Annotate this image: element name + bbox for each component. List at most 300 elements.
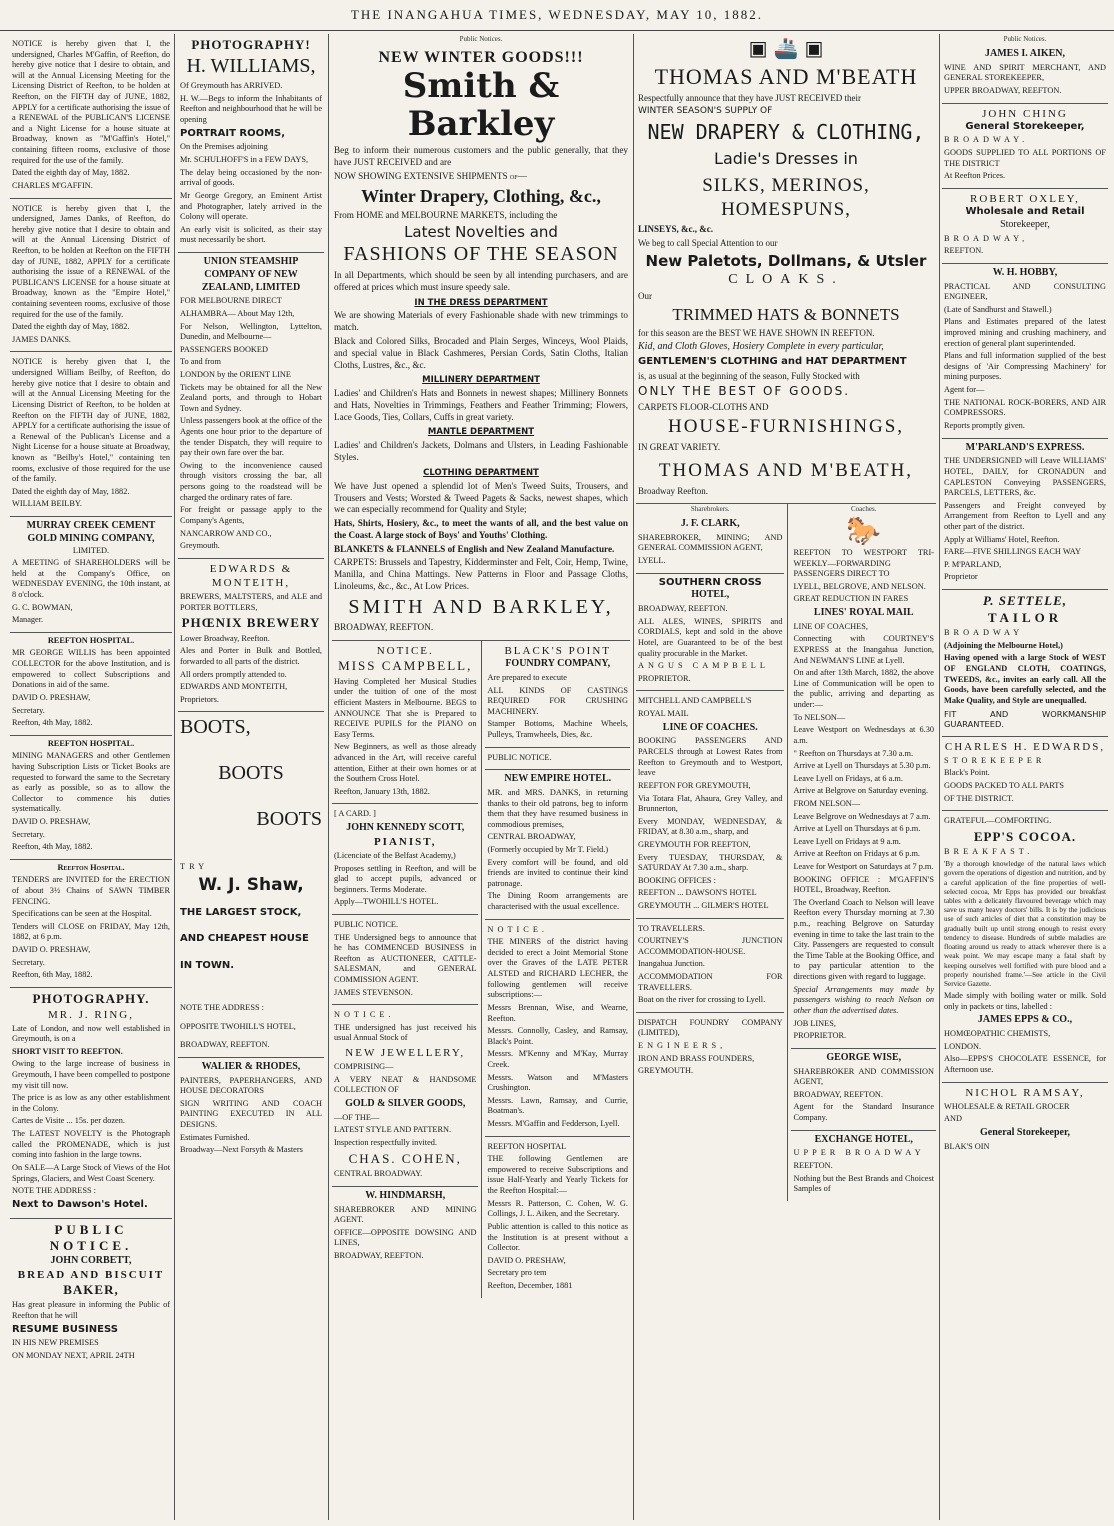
notice-text: Specifications can be seen at the Hospital.	[12, 909, 152, 919]
ad-text: AND	[944, 1114, 962, 1124]
brewery-name: PHŒNIX BREWERY	[181, 615, 321, 631]
ad-text: Apply at Williams' Hotel, Reefton.	[944, 534, 1060, 544]
address: BROADWAY, REEFTON.	[334, 1251, 424, 1261]
ad-text: The Overland Coach to Nelson will leave Reefton every Thursday morning at 7.30 p.m., reaching Belgrove on Saturday evening in time to take the last train to the City. Passengers are requested to consult the Time Table at the Booking Office, and to pay particular attention to the directions given with regard to luggage.	[793, 897, 934, 982]
photography-ring-ad	[10, 988, 172, 1219]
ad-text: The Dining Room arrangements are characterised with the usual excellence.	[487, 891, 628, 912]
ad-text: Messrs Brennan, Wise, and Wearne, Reefton.	[487, 1002, 628, 1023]
ad-text: Plans and Estimates prepared of the latest improved mining and crushing machinery, and erection of general plant superintended.	[944, 317, 1106, 348]
ad-title: ROBERT OXLEY,	[970, 192, 1080, 205]
firm-name: Smith & Barkley	[402, 66, 560, 144]
ad-text: Via Totara Flat, Ahaura, Grey Valley, and Brunnerton,	[638, 793, 783, 814]
address: Broadway—Next Forsyth & Masters	[180, 1145, 303, 1155]
ad-title: REEFTON HOSPITAL	[487, 1141, 567, 1151]
mparland-express-ad	[942, 439, 1108, 591]
ad-text: ALL KINDS OF CASTINGS REQUIRED FOR CRUSHING MACHINERY.	[487, 685, 628, 716]
schedule-line: Leave Lyell on Fridays, at 6 a.m.	[793, 773, 903, 783]
signature: EDWARDS AND MONTEITH,	[180, 682, 288, 692]
edwards-storekeeper-ad	[942, 737, 1108, 812]
schedule-line: Arrive at Lyell on Thursdays at 6 p.m.	[793, 824, 921, 834]
photography-williams-ad	[178, 34, 324, 253]
schedule-line: Arrive at Lyell on Thursdays at 5.30 p.m.	[793, 761, 931, 771]
column-2	[178, 34, 324, 1520]
column-rule	[939, 34, 940, 1520]
ad-text: GRATEFUL—COMFORTING.	[944, 816, 1052, 826]
ad-title: [ A CARD. ]	[334, 809, 376, 819]
ad-text: Having Completed her Musical Studies under the tuition of one of the most efficient Masters in Melbourne. BEGS to ANNOUNCE That she is Prepared to RECEIVE PUPILS for the PIANO on Easy Terms.	[334, 676, 477, 739]
ad-title: PHOTOGRAPHY!	[191, 37, 311, 52]
ad-text: Messrs. Watson and M'Masters Crushington.	[487, 1072, 628, 1093]
ad-text: Hats, Shirts, Hosiery, &c., to meet the wants of all, and the best value on the Coast. A large stock of Boys' and Youths' Clothing.	[334, 518, 628, 540]
signature: JAMES STEVENSON.	[334, 987, 413, 997]
ad-title: W. H. HOBBY,	[992, 266, 1058, 278]
price-line: Cartes de Visite ... 15s. per dozen.	[12, 1116, 125, 1126]
ad-text: LATEST STYLE AND PATTERN.	[334, 1125, 452, 1135]
ad-text: BOOKING OFFICE : M'GAFFIN'S HOTEL, Broadway, Reefton.	[793, 874, 934, 895]
address: BROADWAY, REEFTON.	[793, 1089, 883, 1099]
col3-lower-right	[482, 641, 630, 1298]
col4-lower	[636, 504, 936, 1201]
notice-date: Reefton, December, 1881	[487, 1280, 573, 1290]
notice-text: MINING MANAGERS and other Gentlemen having Subscription Lists or Ticket Books are requested to forward the same to the Secretary as early as possible, so as to allow the Collector to commence his duties systematically.	[12, 751, 170, 814]
address: BROADWAY, REEFTON.	[638, 604, 728, 614]
ad-text: SHORT VISIT TO REEFTON.	[12, 1046, 123, 1056]
mining-company-meeting	[10, 517, 172, 633]
ad-title: General Storekeeper,	[980, 1126, 1070, 1138]
notice-date: Reefton, 6th May, 1882.	[12, 970, 93, 980]
ad-title: NOTICE.	[334, 1010, 395, 1020]
ad-headline: Ladie's Dresses in	[714, 149, 858, 169]
ad-text: Passengers and Freight conveyed by Arrangement from Reefton to Lyell and any other part of the district.	[944, 500, 1106, 531]
ad-text: Apply—TWOHILL'S HOTEL.	[334, 897, 439, 907]
ad-headline: GOLD & SILVER GOODS,	[345, 1097, 466, 1109]
notice-signature: JAMES DANKS.	[12, 334, 72, 344]
ad-text: IN HIS NEW PREMISES	[12, 1338, 99, 1348]
ad-text: We are showing Materials of every Fashionable shade with new trimmings to match.	[334, 310, 628, 333]
ad-headline: SILKS, MERINOS, HOMESPUNS,	[702, 174, 870, 221]
union-steamship-ad	[178, 253, 324, 559]
ad-text: TRY	[180, 862, 209, 872]
advertiser-name: MISS CAMPBELL,	[338, 658, 473, 674]
advertiser-name: JOHN KENNEDY SCOTT,	[346, 822, 465, 834]
royal-mail-coaches-ad	[636, 691, 784, 918]
boots-shaw-ad	[178, 712, 324, 1057]
ad-text: SHAREBROKER AND COMMISSION AGENT,	[793, 1066, 934, 1087]
ad-title: P. SETTELE,	[982, 593, 1068, 608]
ad-text: Plans and full information supplied of the best designs of 'Air Compressing Machinery' for mining purposes.	[944, 351, 1106, 382]
address: BROADWAY,	[944, 233, 1029, 243]
department-heading: IN THE DRESS DEPARTMENT	[414, 297, 548, 308]
address: BROADWAY.	[944, 135, 1029, 145]
ad-text: Boat on the river for crossing to Lyell.	[638, 995, 766, 1005]
notice-text: NOTICE is hereby given that I, the undersigned, Charles M'Gaffin, of Reefton, do hereby give notice that I desire to obtain, and will at the Annual Licensing Meeting for the Licensing District of Reefton, to be holden at Reefton, on the FIFTH day of JUNE, 1882, APPLY for a certificate authorising the issue of a RENEWAL of the PUBLICAN'S LICENSE and a Night License for a house situate at Broadway, known as "M'Gaffin's Hotel," containing fifteen rooms, exclusive of those required for the use of the family.	[12, 39, 170, 165]
ad-text: Owing to the inconvenience caused through visitors crossing the bar, all persons going to the roadstead will be charged the ordinary rates of fare.	[180, 460, 322, 502]
ad-text: Every comfort will be found, and old friends are invited to continue their kind patronage.	[487, 857, 628, 888]
section-header: Coaches.	[851, 505, 877, 514]
ad-text: CENTRAL BROADWAY,	[487, 832, 576, 842]
company-subtitle: LIMITED.	[72, 545, 110, 555]
ad-text: Agent for—	[944, 385, 985, 395]
ad-title: PUBLIC NOTICE.	[334, 919, 399, 929]
signature-role: PROPRIETOR.	[638, 673, 691, 683]
ad-text: THE undersigned has just received his usual Annual Stock of	[334, 1022, 477, 1043]
department-heading: MILLINERY DEPARTMENT	[422, 375, 540, 386]
ad-text: GOODS PACKED TO ALL PARTS	[944, 781, 1064, 791]
ad-title: WALIER & RHODES,	[201, 1060, 301, 1072]
hospital-tender-notice	[10, 860, 172, 988]
address: Broadway Reefton.	[638, 485, 708, 496]
ad-text: Messrs. Connolly, Casley, and Ramsay, Black's Point.	[487, 1026, 628, 1046]
ad-text: BOOKING PASSENGERS AND PARCELS through at Lowest Rates from Reefton to Greymouth and to Westport, leave	[638, 736, 783, 778]
ad-text: (Formerly occupied by Mr T. Field.)	[487, 845, 609, 854]
ad-text: IN TOWN.	[180, 960, 235, 972]
section-header: Public Notices.	[1003, 35, 1047, 43]
ad-text: Every TUESDAY, THURSDAY, & SATURDAY At 7.30 a.m., sharp.	[638, 852, 783, 873]
ad-text: FROM NELSON—	[793, 798, 861, 808]
signature: P. M'PARLAND,	[944, 559, 1002, 569]
ad-text: THE following Gentlemen are empowered to receive Subscriptions and issue Half-Yearly and Yearly Tickets for the Reefton Hospital:—	[487, 1154, 628, 1196]
schedule-line: Leave Belgrove on Wednesdays at 7 a.m.	[793, 811, 931, 821]
ad-text: ALHAMBRA— About May 12th,	[180, 308, 295, 318]
ad-title: JOHN CHING	[982, 107, 1068, 120]
ad-text: At Reefton Prices.	[944, 171, 1006, 181]
ad-title: J. F. CLARK,	[680, 517, 740, 529]
signature-role: PROPRIETOR.	[793, 1031, 847, 1041]
ad-text: The LATEST NOVELTY is the Photograph called the PROMENADE, which is just coming into fashion in the large towns.	[12, 1129, 170, 1160]
col4-lower-right	[788, 504, 936, 1201]
ad-title: SOUTHERN CROSS	[658, 576, 762, 588]
ad-text: SHAREBROKER AND MINING AGENT.	[334, 1204, 477, 1225]
signature: JOB LINES,	[793, 1018, 836, 1028]
ad-title: LINES' ROYAL MAIL	[813, 607, 914, 619]
firm-name: THOMAS AND M'BEATH	[654, 63, 918, 89]
ad-title: General Storekeeper,	[965, 120, 1085, 132]
ad-text: Inangahua Junction.	[638, 959, 705, 969]
col4-lower-left	[636, 504, 788, 1201]
ad-text: PORTRAIT ROOMS,	[180, 127, 286, 139]
ad-text: Agent for the Standard Insurance Company.	[793, 1102, 934, 1122]
painters-ad	[178, 1058, 324, 1162]
ad-text: ON MONDAY NEXT, APRIL 24TH	[12, 1350, 135, 1360]
ad-text: 'By a thorough knowledge of the natural laws which govern the operations of digestion and nutrition, and by a careful application of the fine properties of well-selected cocoa, Mr Epps has provided our breakfast tables with a delicately flavoured beverage which may save us many heavy doctors' bills. It is by the judicious use of such articles of diet that a constitution may be gradually built up until strong enough to resist every tendency to disease. Hundreds of subtle maladies are floating around us ready to attack wherever there is a weak point. We may escape many a fatal shaft by keeping ourselves well fortified with pure blood and a properly nourished frame.'—See article in the Civil Service Gazette.	[944, 860, 1106, 988]
ad-text: COURTNEY'S JUNCTION ACCOMMODATION-HOUSE.	[638, 936, 783, 956]
public-notice-heading	[485, 748, 630, 771]
ad-text: THE Undersigned begs to announce that he has COMMENCED BUSINESS in Reefton as AUCTIONEER, CATTLE-SALESMAN, and GENERAL COMMISSION AGENT.	[334, 932, 477, 984]
ad-text: BLANKETS & FLANNELS of English and New Zealand Manufacture.	[334, 543, 615, 554]
address: BROADWAY, REEFTON.	[334, 622, 434, 633]
signature: CHAS. COHEN,	[348, 1150, 462, 1166]
ad-text: LINSEYS, &c., &c.	[638, 224, 714, 235]
signature: G. C. BOWMAN,	[12, 602, 73, 612]
ad-text: For freight or passage apply to the Company's Agents,	[180, 505, 322, 525]
ad-text: FOR MELBOURNE DIRECT	[180, 296, 282, 306]
column-rule	[633, 34, 634, 1520]
aiken-ad	[942, 45, 1108, 104]
ad-title: LINE OF COACHES.	[662, 721, 758, 733]
brewery-ad	[178, 559, 324, 713]
ad-title: NICHOL RAMSAY,	[965, 1086, 1085, 1099]
signature-role: Secretary.	[12, 829, 45, 839]
place: REEFTON.	[793, 1161, 833, 1170]
ad-headline: ONLY THE BEST OF GOODS.	[638, 384, 851, 399]
signature: DAVID O. PRESHAW,	[12, 945, 91, 955]
ad-text: —OF THE—	[334, 1112, 380, 1122]
ad-text: To NELSON—	[793, 712, 846, 722]
ad-text: OF THE DISTRICT.	[944, 793, 1014, 803]
notice-text: NOTICE is hereby given that I, the undersigned, James Danks, of Reefton, do hereby give notice that I desire to obtain and will at the Annual Licensing District of Reefton, to be holden at Reefton on the FIFTH day of JUNE, 1882, APPLY for a certificate authorising the issue of a RENEWAL of the PUBLICAN'S LICENSE for a house situate at Broadway, known as the "Empire Hotel," containing seventeen rooms, exclusive of those required for the use of the family.	[12, 203, 170, 319]
signature: DAVID O. PRESHAW,	[487, 1255, 566, 1265]
notice-text: MR GEORGE WILLIS has been appointed COLLECTOR for the above Institution, and is empowered to collect Subscriptions and Donations in aid of the same.	[12, 648, 170, 690]
address: BROADWAY	[944, 628, 1024, 638]
steamship-banner	[638, 37, 934, 63]
notice-title: REEFTON HOSPITAL.	[47, 738, 135, 748]
ad-headline: NEW DRAPERY & CLOTHING,	[647, 119, 925, 144]
boots-word: BOOTS	[256, 807, 322, 830]
ad-text: SIGN WRITING AND COACH PAINTING EXECUTED IN ALL DESIGNS.	[180, 1098, 322, 1129]
ad-title: BLACK'S POINT	[504, 645, 611, 658]
ad-text: An early visit is solicited, as their stay must necessarily be short.	[180, 224, 322, 245]
ad-text: CARPETS FLOOR-CLOTHS AND	[638, 401, 769, 412]
ad-text: On the Premises adjoining	[180, 142, 268, 152]
signature: NANCARROW AND CO.,	[180, 528, 272, 538]
hospital-subscription-notice	[10, 736, 172, 860]
address-label: NOTE THE ADDRESS :	[12, 1186, 96, 1196]
ad-text: BREWERS, MALTSTERS, and ALE and PORTER BOTTLERS,	[180, 591, 322, 612]
ad-text: CARPETS: Brussels and Tapestry, Kidderminster and Felt, Coir, Hemp, Twine, Manilla, and China Mattings. New Patterns in Floor and Passage Cloths, Linoleums, &c., &c., At Low Prices.	[334, 557, 628, 591]
ad-title: W. HINDMARSH,	[365, 1189, 446, 1201]
firm-name: THOMAS AND M'BEATH,	[658, 460, 914, 482]
advertiser-name: W. J. Shaw,	[198, 874, 304, 895]
schedule-line: " Reefton on Thursdays at 7.30 a.m.	[793, 748, 914, 758]
ad-title: NEW WINTER GOODS!!!	[378, 48, 584, 66]
column-rule	[328, 34, 329, 1520]
thomas-mbeath-ad	[636, 34, 936, 504]
ad-text: Unless passengers book at the office of the Agents one hour prior to the departure of the tender Dispatch, they will require to pay their own fare over the bar.	[180, 416, 323, 458]
ad-headline: GENTLEMEN'S CLOTHING and HAT DEPARTMENT	[638, 356, 907, 368]
advertiser-name: MR. J. RING,	[47, 1008, 135, 1021]
place: LYELL.	[638, 555, 666, 565]
ad-text: Inspection respectfully invited.	[334, 1137, 437, 1147]
ad-headline: Winter Drapery, Clothing, &c.,	[361, 185, 601, 206]
licence-notice-mgaffin	[10, 34, 172, 199]
ad-text: FIT AND WORKMANSHIP GUARANTEED.	[944, 708, 1106, 730]
hospital-collector-notice	[10, 633, 172, 736]
notice-date: Reefton, 4th May, 1882.	[12, 718, 93, 728]
ad-text: WHOLESALE & RETAIL GROCER	[944, 1101, 1070, 1111]
ad-text: LYELL, BELGROVE, AND NELSON.	[793, 581, 926, 591]
ad-text: Our	[638, 290, 652, 301]
ad-text: (Adjoining the Melbourne Hotel,)	[944, 640, 1063, 650]
ad-text: Black and Colored Silks, Brocaded and Plain Serges, Winceys, Wool Plaids, and special value in Black Cashmeres, Persian Cords, Satin Cloths, Italian Cloths, Lustres, &c., &c.	[334, 336, 628, 370]
ad-text: (Licenciate of the Belfast Academy,)	[334, 850, 456, 860]
ad-text: To and from	[180, 357, 221, 367]
ad-text: PASSENGERS BOOKED	[180, 344, 268, 354]
place: GREYMOUTH.	[638, 1066, 694, 1076]
boots-word: BOOTS,	[180, 716, 251, 739]
ad-text: THE NATIONAL ROCK-BORERS, AND AIR COMPRESSORS.	[944, 397, 1106, 418]
address: Next to Dawson's Hotel.	[12, 1198, 148, 1210]
pianist-card	[332, 804, 478, 915]
column-1	[10, 34, 172, 1520]
memorial-notice	[485, 920, 630, 1137]
ad-subtitle: Of Greymouth has ARRIVED.	[180, 81, 283, 91]
ad-title: GEORGE WISE,	[826, 1051, 902, 1063]
ad-text: Proposes settling in Reefton, and will be glad to accept pupils, advanced or beginners. Terms Moderate.	[334, 863, 477, 894]
ad-text: THE UNDERSIGNED will Leave WILLIAMS' HOTEL, DAILY, for CRONADUN and CAPLESTON Conveying PASSENGERS, PARCELS, LETTERS, &c.	[944, 456, 1106, 498]
ad-text: ALL ALES, WINES, SPIRITS and CORDIALS, kept and sold in the above Hotel, are Guaranteed to be of the best quality procurable in the Market.	[638, 616, 783, 658]
ad-text: Ladies' and Children's Hats and Bonnets in newest shapes; Millinery Bonnets and Hats, Novelties in Trimmings, Feathers and Feather Trimming; Flowers, Lace Goods, Ties, Collars, Cuffs in great variety.	[334, 388, 628, 422]
ad-text: GREYMOUTH ... GILMER'S HOTEL	[638, 901, 769, 910]
ad-text: Respectfully announce that they have JUST RECEIVED their	[638, 92, 862, 103]
col3-lower-left	[332, 641, 482, 1298]
ad-text: Public attention is called to this notice as the Institution is at present without a Collector.	[487, 1221, 628, 1253]
place: Greymouth.	[180, 541, 220, 551]
ad-text: THE LARGEST STOCK,	[180, 906, 302, 918]
ad-text: OFFICE—OPPOSITE DOWSING AND LINES,	[334, 1227, 477, 1248]
ad-text: ACCOMMODATION FOR TRAVELLERS.	[638, 972, 783, 992]
ad-text: LONDON by the ORIENT LINE	[180, 369, 291, 379]
signature-role: Manager.	[12, 615, 44, 625]
ad-text: On SALE—A Large Stock of Views of the Hot Springs, Glaciers, and West Coast Scenery.	[12, 1162, 170, 1183]
ad-text: Ales and Porter in Bulk and Bottled, forwarded to all parts of the district.	[180, 646, 322, 666]
schedule-line: Leave Lyell on Fridays at 9 a.m.	[793, 836, 901, 846]
notice-date: Reefton, 4th May, 1882.	[12, 842, 93, 852]
department-heading: CLOTHING DEPARTMENT	[423, 467, 539, 478]
stagecoach-icon: 🐎	[846, 515, 882, 547]
epps-cocoa-ad	[942, 811, 1108, 1082]
ad-text: Beg to inform their numerous customers and the public generally, that they have JUST RECEIVED and are	[334, 145, 628, 167]
ad-text: LONDON.	[944, 1041, 982, 1051]
column-rule	[174, 34, 175, 1520]
ad-text: On and after 13th March, 1882, the above Line of Communication will be open to the public, arriving and departing as under:—	[793, 668, 934, 710]
ad-title: CHARLES H. EDWARDS,	[944, 740, 1106, 753]
signature-role: Secretary.	[12, 705, 45, 715]
ad-title: JAMES EPPS & CO.,	[977, 1014, 1073, 1026]
cargo-bale-icon: ▣	[804, 38, 824, 60]
ad-text: Nothing but the Best Brands and Choicest Samples of	[793, 1173, 934, 1194]
address: Lower Broadway, Reefton.	[180, 633, 270, 643]
empire-hotel-ad	[485, 770, 630, 920]
licence-notice-danks	[10, 199, 172, 353]
ad-text: (Late of Sandhurst and Stawell.)	[944, 304, 1052, 314]
ad-title: BREAKFAST.	[944, 847, 1034, 857]
exchange-hotel-ad	[791, 1131, 936, 1201]
company-title: MURRAY CREEK CEMENT GOLD MINING COMPANY,	[26, 519, 156, 544]
signature: DAVID O. PRESHAW,	[12, 692, 91, 702]
ad-text: THE MINERS of the district having decided to erect a Joint Memorial Stone over the Graves of the LATE PETER ALSTED and RICHARD LECHER, the following gentlemen will receive subscriptions:—	[487, 937, 628, 1000]
ad-text: BOOKING OFFICES :	[638, 875, 716, 885]
ad-headline: Latest Novelties and	[404, 223, 558, 242]
ad-title: UPPER BROADWAY	[793, 1148, 925, 1158]
ad-title: TAILOR	[987, 609, 1063, 625]
ad-title: NOTICE.	[487, 924, 548, 934]
place: REEFTON.	[944, 246, 984, 256]
ad-text: Special Arrangements may made by passengers wishing to reach Nelson on other than the advertised dates.	[793, 984, 934, 1015]
boots-word: BOOTS	[218, 761, 284, 784]
ad-text: Having opened with a large Stock of WEST OF ENGLAND CLOTH, COATINGS, TWEEDS, &c., invites an early call. All the Goods, have been carefully selected, and the Make Quality, and Style are unequalled.	[944, 653, 1106, 705]
ad-title: HOTEL,	[691, 589, 730, 601]
ad-title: M'PARLAND'S EXPRESS.	[965, 441, 1085, 453]
ad-text: Owing to the large increase of business in Greymouth, I have been compelled to postpone my visit till now.	[12, 1059, 170, 1090]
ad-text: The price is as low as any other establishment in the Colony.	[12, 1093, 170, 1113]
ad-text: Messrs. M'Gaffin and Fedderson, Lyell.	[487, 1119, 620, 1129]
notice-date: Reefton, January 13th, 1882.	[334, 786, 430, 796]
ad-title: ROYAL MAIL	[638, 709, 689, 719]
hobby-engineer-ad	[942, 264, 1108, 439]
smith-barkley-ad	[332, 45, 630, 641]
ad-text: is, as usual at the beginning of the season, Fully Stocked with	[638, 370, 860, 381]
ad-title: NEW EMPIRE HOTEL.	[504, 773, 612, 785]
notice-date: Dated the eighth day of May, 1882.	[12, 486, 130, 496]
ad-text: Messrs. Lawn, Ramsay, and Currie, Boatman's.	[487, 1095, 628, 1116]
ad-title: TO TRAVELLERS.	[638, 923, 705, 933]
ad-title: FOUNDRY COMPANY,	[505, 658, 611, 670]
ad-text: A VERY NEAT & HANDSOME COLLECTION OF	[334, 1074, 477, 1095]
ad-title: Wholesale and Retail	[965, 205, 1085, 217]
ad-text: MR. and MRS. DANKS, in returning thanks to their old patrons, beg to inform them that they have resumed business in commodious premises,	[487, 787, 628, 829]
ad-text: We beg to call Special Attention to our	[638, 237, 778, 248]
ad-title: ENGINEERS,	[638, 1041, 727, 1051]
corbett-baker-ad	[10, 1219, 172, 1368]
ad-title: JAMES I. AIKEN,	[984, 47, 1065, 59]
ad-text: WINTER SEASON'S SUPPLY OF	[638, 106, 773, 117]
notice-text: NOTICE is hereby given that I, the undersigned William Beilby, of Reefton, do hereby give notice that I desire to obtain and will at the Annual Licensing Meeting for the Licensing District of Reefton, to be holden at Reefton on the FIFTH day of JUNE, 1882, APPLY for a certificate authorising the issue of a Renewal of the Publican's License and a Night License for a house situate at Broadway, known as "Beilby's Hotel," containing ten rooms, exclusive of those required for the use of the family.	[12, 357, 170, 484]
notice-title: REEFTON HOSPITAL.	[47, 635, 135, 645]
ad-text: From HOME and MELBOURNE MARKETS, including the	[334, 209, 558, 220]
trade: BREAD AND BISCUIT	[17, 1268, 165, 1281]
ad-title: PUBLIC NOTICE.	[49, 1221, 133, 1254]
ad-headline: FASHIONS OF THE SEASON	[343, 243, 619, 266]
ad-headline: NEW JEWELLERY,	[345, 1047, 466, 1060]
ad-title: PUBLIC NOTICE.	[487, 752, 552, 762]
ad-text: Made simply with boiling water or milk. Sold only in packets or tins, labelled :	[944, 991, 1106, 1011]
column-4	[636, 34, 936, 1520]
courtney-junction-ad	[636, 919, 784, 1013]
signature-role: Secretary.	[12, 957, 45, 967]
ad-headline: TRIMMED HATS & BONNETS	[672, 305, 900, 325]
notice-date: Dated the eighth day of May, 1882.	[12, 168, 130, 178]
ad-title: DISPATCH FOUNDRY COMPANY (LIMITED),	[638, 1017, 783, 1038]
ad-text: All orders promptly attended to.	[180, 669, 287, 679]
ad-title: EDWARDS & MONTEITH,	[209, 562, 293, 589]
ad-text: Mr George Gregory, an Eminent Artist and Photographer, lately arrived in the Colony will operate.	[180, 190, 322, 222]
ad-title: STOREKEEPER	[944, 755, 1046, 765]
ad-text: GOODS SUPPLIED TO ALL PORTIONS OF THE DISTRICT	[944, 148, 1106, 168]
place: BLAK'S OIN	[944, 1141, 990, 1151]
george-wise-ad	[791, 1049, 936, 1131]
ad-text: Are prepared to execute	[487, 672, 567, 682]
ad-headline: CLOAKS.	[728, 271, 844, 287]
ad-text: Has great pleasure in informing the Public of Reefton that he will	[12, 1300, 170, 1320]
schedule-line: Leave for Westport on Saturdays at 7 p.m.	[793, 862, 934, 871]
column-3	[332, 34, 630, 1520]
ad-text: H. W.—Begs to inform the Inhabitants of Reefton and neighbourhood that he will be opening	[180, 93, 322, 125]
ad-text: SHAREBROKER, MINING; AND GENERAL COMMISSION AGENT,	[638, 532, 783, 553]
address: BROADWAY, REEFTON.	[180, 1040, 270, 1050]
ad-text: Messrs. M'Kenny and M'Kay, Murray Creek.	[487, 1049, 628, 1069]
notice-date: Dated the eighth day of May, 1882.	[12, 322, 130, 332]
masthead: THE INANGAHUA TIMES, WEDNESDAY, MAY 10, 1882.	[0, 0, 1114, 31]
ad-text: Ladies' and Children's Jackets, Dolmans and Ulsters, in Leading Fashionable Styles.	[334, 440, 628, 463]
notice-text: Tenders will CLOSE on FRIDAY, May 12th, 1882, at 6 p.m.	[12, 921, 170, 942]
notice-text: TENDERS are INVITED for the ERECTION of about 3½ Chains of SAWN TIMBER FENCING.	[12, 875, 170, 906]
nichol-ramsay-ad	[942, 1083, 1108, 1159]
section-header: Public Notices.	[459, 35, 503, 43]
ad-text: New Beginners, as well as those already advanced in the Art, will receive careful attention, Either at their own homes or at the Southern Cross Hotel.	[334, 742, 477, 784]
ad-headline: New Paletots, Dollmans, & Utsler	[645, 251, 927, 270]
address: OPPOSITE TWOHILL'S HOTEL,	[180, 1021, 296, 1031]
ad-text: Reports promptly given.	[944, 420, 1025, 430]
